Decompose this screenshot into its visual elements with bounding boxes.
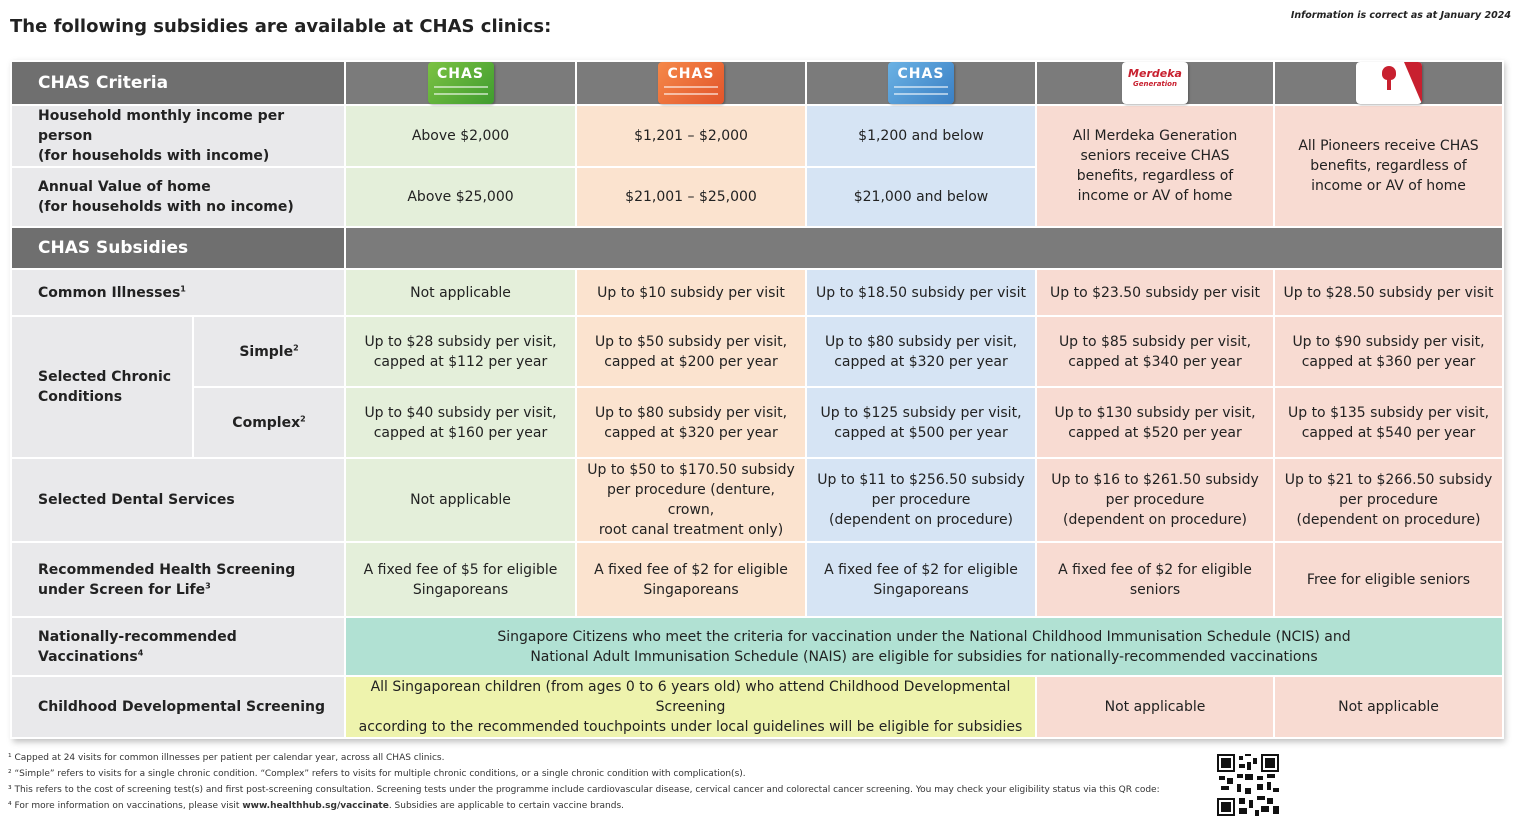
dental-blue: Up to $11 to $256.50 subsidy per procedure (dependent on procedure): [806, 458, 1036, 542]
simple-merdeka: Up to $85 subsidy per visit, capped at $340 per year: [1036, 316, 1274, 387]
screening-pioneer: Free for eligible seniors: [1274, 542, 1503, 617]
screening-merdeka: A fixed fee of $2 for eligible seniors: [1036, 542, 1274, 617]
vaccinations-row: [11, 617, 1503, 676]
common-merdeka: Up to $23.50 subsidy per visit: [1036, 269, 1274, 316]
vaccinate-link[interactable]: www.healthhub.sg/vaccinate: [242, 801, 389, 811]
merdeka-generation-card-icon: Merdeka Generation: [1122, 62, 1188, 104]
common-illnesses-row: [11, 269, 1503, 316]
info-note: Information is correct as at January 2024: [1290, 10, 1511, 21]
criteria-header: CHAS Criteria: [11, 61, 345, 105]
simple-orange: Up to $50 subsidy per visit, capped at $200 per year: [576, 316, 806, 387]
av-green: Above $25,000: [345, 167, 576, 227]
childhood-merdeka: Not applicable: [1036, 676, 1274, 738]
av-orange: $21,001 – $25,000: [576, 167, 806, 227]
footnote-2: ² “Simple” refers to visits for a single chronic condition. “Complex” refers to visits for multiple chronic conditions, or a single chronic condition with complication(s).: [8, 769, 746, 779]
complex-blue: Up to $125 subsidy per visit, capped at $500 per year: [806, 387, 1036, 458]
simple-label: Simple$^2$: [193, 316, 345, 387]
dental-green: Not applicable: [345, 458, 576, 542]
complex-orange: Up to $80 subsidy per visit, capped at $320 per year: [576, 387, 806, 458]
subsidy-table: [10, 60, 1504, 739]
complex-green: Up to $40 subsidy per visit, capped at $160 per year: [345, 387, 576, 458]
common-pioneer: Up to $28.50 subsidy per visit: [1274, 269, 1503, 316]
footnotes: [8, 750, 1208, 814]
criteria-header-row: [11, 61, 1503, 105]
chas-blue-card-icon: CHAS: [888, 62, 954, 104]
common-illnesses-label: Common Illnesses$^1$: [11, 269, 345, 316]
simple-blue: Up to $80 subsidy per visit, capped at $320 per year: [806, 316, 1036, 387]
income-green: Above $2,000: [345, 105, 576, 167]
income-row: [11, 105, 1503, 167]
screening-label: Recommended Health Screening under Screen for Life$^3$: [11, 542, 345, 617]
chas-orange-card-icon: CHAS: [658, 62, 724, 104]
childhood-label: Childhood Developmental Screening: [11, 676, 345, 738]
blue-card-cell: [806, 61, 1036, 105]
common-green: Not applicable: [345, 269, 576, 316]
screening-green: A fixed fee of $5 for eligible Singaporeans: [345, 542, 576, 617]
common-orange: Up to $10 subsidy per visit: [576, 269, 806, 316]
subsidies-header: CHAS Subsidies: [11, 227, 345, 269]
pioneer-generation-card-icon: [1356, 62, 1422, 104]
chronic-complex-row: [11, 387, 1503, 458]
complex-pioneer: Up to $135 subsidy per visit, capped at $540 per year: [1274, 387, 1503, 458]
income-orange: $1,201 – $2,000: [576, 105, 806, 167]
chas-green-card-icon: CHAS: [428, 62, 494, 104]
chronic-label: Selected Chronic Conditions: [11, 316, 193, 458]
subsidies-header-row: [11, 227, 1503, 269]
complex-merdeka: Up to $130 subsidy per visit, capped at $520 per year: [1036, 387, 1274, 458]
merdeka-card-cell: [1036, 61, 1274, 105]
dental-merdeka: Up to $16 to $261.50 subsidy per procedure (dependent on procedure): [1036, 458, 1274, 542]
footnote-4: ⁴ For more information on vaccinations, please visit www.healthhub.sg/vaccinate. Subsidies are applicable to certain vaccine brands.: [8, 801, 625, 811]
common-blue: Up to $18.50 subsidy per visit: [806, 269, 1036, 316]
income-blue: $1,200 and below: [806, 105, 1036, 167]
qr-code-icon[interactable]: [1217, 754, 1279, 816]
footnote-3: ³ This refers to the cost of screening test(s) and first post-screening consultation. Screening tests under the programme include cardiovascular disease, cervical cancer and colorectal cancer screening. You may check your eligibility status via this QR code:: [8, 785, 1160, 795]
page-title: The following subsidies are available at CHAS clinics:: [10, 16, 552, 37]
vaccinations-all: Singapore Citizens who meet the criteria for vaccination under the National Childhood Immunisation Schedule (NCIS) and National Adult Immunisation Schedule (NAIS) are eligible for subsidies for nationally-recommended vaccinations: [345, 617, 1503, 676]
subsidies-header-fill: [345, 227, 1503, 269]
childhood-row: [11, 676, 1503, 738]
av-label: Annual Value of home (for households with no income): [11, 167, 345, 227]
av-blue: $21,000 and below: [806, 167, 1036, 227]
subsidy-table-wrapper: [10, 60, 1502, 739]
merdeka-criteria-note: All Merdeka Generation seniors receive CHAS benefits, regardless of income or AV of home: [1036, 105, 1274, 227]
childhood-chas: All Singaporean children (from ages 0 to 6 years old) who attend Childhood Developmental Screening according to the recommended touchpoints under local guidelines will be eligible for subsidies: [345, 676, 1036, 738]
green-card-cell: [345, 61, 576, 105]
childhood-pioneer: Not applicable: [1274, 676, 1503, 738]
dental-orange: Up to $50 to $170.50 subsidy per procedure (denture, crown, root canal treatment only): [576, 458, 806, 542]
dental-label: Selected Dental Services: [11, 458, 345, 542]
screening-blue: A fixed fee of $2 for eligible Singaporeans: [806, 542, 1036, 617]
pioneer-criteria-note: All Pioneers receive CHAS benefits, regardless of income or AV of home: [1274, 105, 1503, 227]
screening-orange: A fixed fee of $2 for eligible Singaporeans: [576, 542, 806, 617]
screening-row: [11, 542, 1503, 617]
vaccinations-label: Nationally-recommended Vaccinations$^4$: [11, 617, 345, 676]
chronic-simple-row: [11, 316, 1503, 387]
simple-pioneer: Up to $90 subsidy per visit, capped at $360 per year: [1274, 316, 1503, 387]
income-label: Household monthly income per person (for households with income): [11, 105, 345, 167]
pioneer-card-cell: [1274, 61, 1503, 105]
orange-card-cell: [576, 61, 806, 105]
dental-row: [11, 458, 1503, 542]
footnote-1: ¹ Capped at 24 visits for common illnesses per patient per calendar year, across all CHAS clinics.: [8, 753, 445, 763]
dental-pioneer: Up to $21 to $266.50 subsidy per procedure (dependent on procedure): [1274, 458, 1503, 542]
complex-label: Complex$^2$: [193, 387, 345, 458]
simple-green: Up to $28 subsidy per visit, capped at $112 per year: [345, 316, 576, 387]
